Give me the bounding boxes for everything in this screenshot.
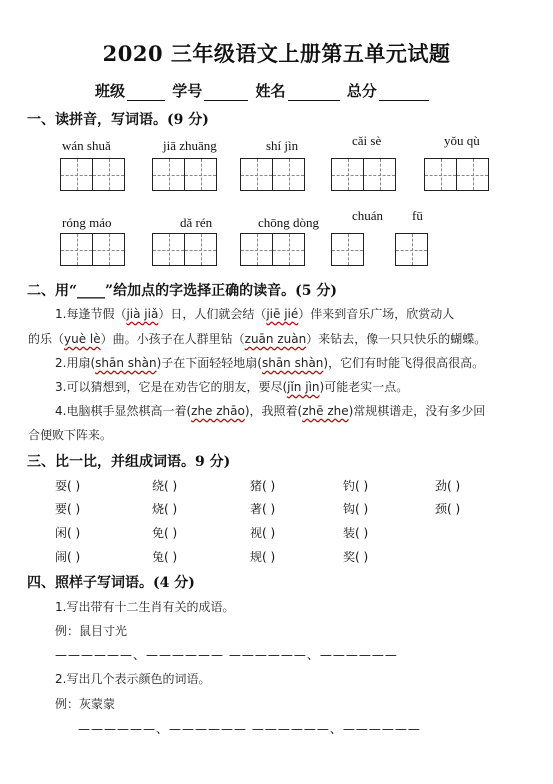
- s3-r1-c3[interactable]: 猪( ): [250, 479, 276, 493]
- pinyin-1-3: shí jìn: [266, 138, 299, 153]
- class-blank[interactable]: [127, 85, 165, 101]
- s3-r1-c2[interactable]: 绕( ): [152, 479, 178, 493]
- s4-q2-answer-blanks[interactable]: ——————、—————— ——————、——————: [78, 722, 421, 736]
- student-info-line: [95, 80, 431, 101]
- s3-r3-c2[interactable]: 免( ): [152, 526, 178, 540]
- section3-heading: 三、比一比，并组成词语。9 分): [27, 454, 231, 470]
- s3-r2-c4[interactable]: 钩( ): [343, 502, 369, 516]
- s3-r3-c4[interactable]: 装( ): [343, 526, 369, 540]
- s3-r1-c5[interactable]: 劲( ): [435, 479, 461, 493]
- page-title: 2020 三年级语文上册第五单元试题: [102, 41, 451, 66]
- pinyin-2-3: chōng dòng: [258, 215, 320, 230]
- pinyin-1-4: cǎi sè: [352, 133, 382, 148]
- pinyin-2-4: chuán: [352, 208, 384, 223]
- pinyin-1-5: yǒu qù: [444, 133, 480, 148]
- name-label: 姓名: [255, 82, 286, 100]
- choice-jin[interactable]: jǐn jìn: [287, 380, 320, 394]
- s3-r2-c3[interactable]: 著( ): [250, 502, 276, 516]
- s3-r4-c1[interactable]: 闹( ): [55, 550, 81, 564]
- s3-r3-c1[interactable]: 闲( ): [55, 526, 81, 540]
- choice-yue[interactable]: yuè lè: [64, 332, 101, 346]
- choice-jia[interactable]: jià jiǎ: [126, 307, 159, 321]
- number-label: 学号: [172, 82, 203, 100]
- s3-r2-c5[interactable]: 颈( ): [435, 502, 461, 516]
- s4-q1-answer-blanks[interactable]: ——————、—————— ——————、——————: [55, 648, 398, 662]
- score-blank[interactable]: [379, 85, 429, 101]
- s3-r4-c4[interactable]: 奖( ): [343, 550, 369, 564]
- pinyin-2-1: róng máo: [62, 215, 112, 230]
- s3-r1-c4[interactable]: 钓( ): [343, 479, 369, 493]
- choice-zhe[interactable]: zhē zhe: [302, 404, 349, 418]
- s3-r4-c3[interactable]: 规( ): [250, 550, 276, 564]
- pinyin-1-2: jiā zhuāng: [163, 138, 217, 153]
- s3-r1-c1[interactable]: 耍( ): [55, 479, 81, 493]
- s3-r2-c1[interactable]: 要( ): [55, 502, 81, 516]
- choice-shan-1[interactable]: shān shàn: [95, 356, 157, 370]
- choice-zhao[interactable]: zhe zhāo: [191, 404, 245, 418]
- s2-q1-line2: 的乐（yuè lè）曲。小孩子在人群里钻（zuān zuàn）来钻去，像一只只快乐的蝴蝶。: [28, 332, 487, 346]
- s4-q1-example: 例：鼠目寸光: [55, 624, 128, 638]
- pinyin-1-1: wán shuǎ: [62, 138, 111, 153]
- s2-q3: 3.可以猜想到，它是在劝告它的朋友，要尽(jǐn jìn)可能老实一点。: [55, 380, 409, 394]
- s3-r4-c2[interactable]: 兔( ): [152, 550, 178, 564]
- section2-heading: 二、用“____”给加点的字选择正确的读音。(5 分): [27, 283, 337, 299]
- class-label: 班级: [95, 82, 126, 100]
- s2-q4-line1: 4.电脑棋手显然棋高一着(zhe zhāo)，我照着(zhē zhe)常规棋谱走，没有多少回: [55, 404, 486, 418]
- choice-zuan[interactable]: zuān zuàn: [244, 332, 307, 346]
- s2-q2: 2.用扇(shān shàn)子在下面轻轻地扇(shān shàn)，它们有时能飞得很高很高。: [55, 356, 485, 370]
- s2-q1-line1: 1.每逢节假（jià jiǎ）日，人们就会结（jiē jié）伴来到音乐广场，欣赏动人: [55, 307, 455, 321]
- pinyin-2-2: dǎ rén: [180, 215, 213, 230]
- score-label: 总分: [346, 82, 377, 100]
- s4-q2: 2.写出几个表示颜色的词语。: [55, 672, 211, 686]
- choice-jie[interactable]: jiē jié: [266, 307, 299, 321]
- s4-q1: 1.写出带有十二生肖有关的成语。: [55, 600, 235, 614]
- section4-heading: 四、照样子写词语。(4 分): [27, 575, 195, 591]
- section1-heading: 一、读拼音，写词语。(9 分): [27, 112, 209, 128]
- name-blank[interactable]: [288, 85, 340, 101]
- pinyin-2-5: fū: [412, 208, 423, 223]
- s2-q4-line2: 合便败下阵来。: [28, 428, 113, 442]
- s3-r2-c2[interactable]: 烧( ): [152, 502, 178, 516]
- s3-r3-c3[interactable]: 视( ): [250, 526, 276, 540]
- choice-shan-2[interactable]: shān shàn: [261, 356, 324, 370]
- s4-q2-example: 例：灰蒙蒙: [55, 697, 116, 711]
- number-blank[interactable]: [204, 85, 248, 101]
